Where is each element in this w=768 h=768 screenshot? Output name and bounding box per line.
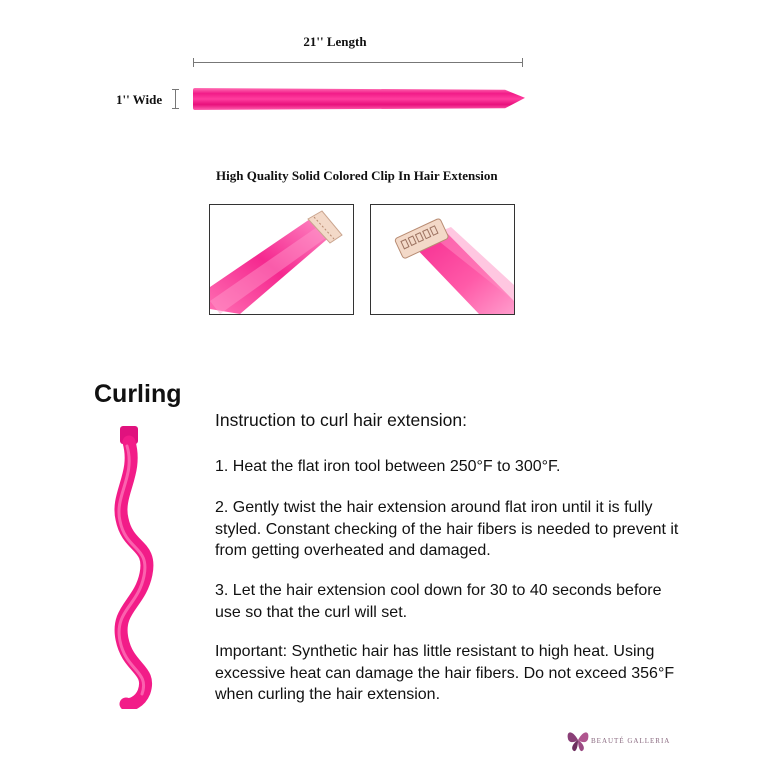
curled-hair-extension-image [108,424,168,714]
instruction-step-1: 1. Heat the flat iron tool between 250°F to 300°F. [215,458,561,475]
product-title: High Quality Solid Colored Clip In Hair Extension [216,168,498,183]
clip-back-photo [370,204,515,315]
brand-name: BEAUTÉ GALLERIA [591,737,671,745]
length-label: 21'' Length [303,34,367,49]
brand-logo [566,727,676,757]
instruction-step-2: 2. Gently twist the hair extension around flat iron until it is fully styled. Constant checking of the hair fibers is needed to prevent it from getting overheated and damaged. [215,499,679,559]
section-title: Curling [94,380,182,408]
width-dimension-bracket [172,89,178,109]
clip-front-photo [209,204,354,315]
length-dimension-line [193,62,523,63]
instruction-heading: Instruction to curl hair extension: [215,410,467,430]
butterfly-icon [566,727,590,753]
instruction-step-3: 3. Let the hair extension cool down for 30 to 40 seconds before use so that the curl will set. [215,582,662,621]
straight-hair-extension-image [193,88,525,110]
important-note: Important: Synthetic hair has little resistant to high heat. Using excessive heat can damage the hair fibers. Do not exceed 356°F when curling the hair extension. [215,643,675,703]
width-label: 1'' Wide [116,92,163,107]
